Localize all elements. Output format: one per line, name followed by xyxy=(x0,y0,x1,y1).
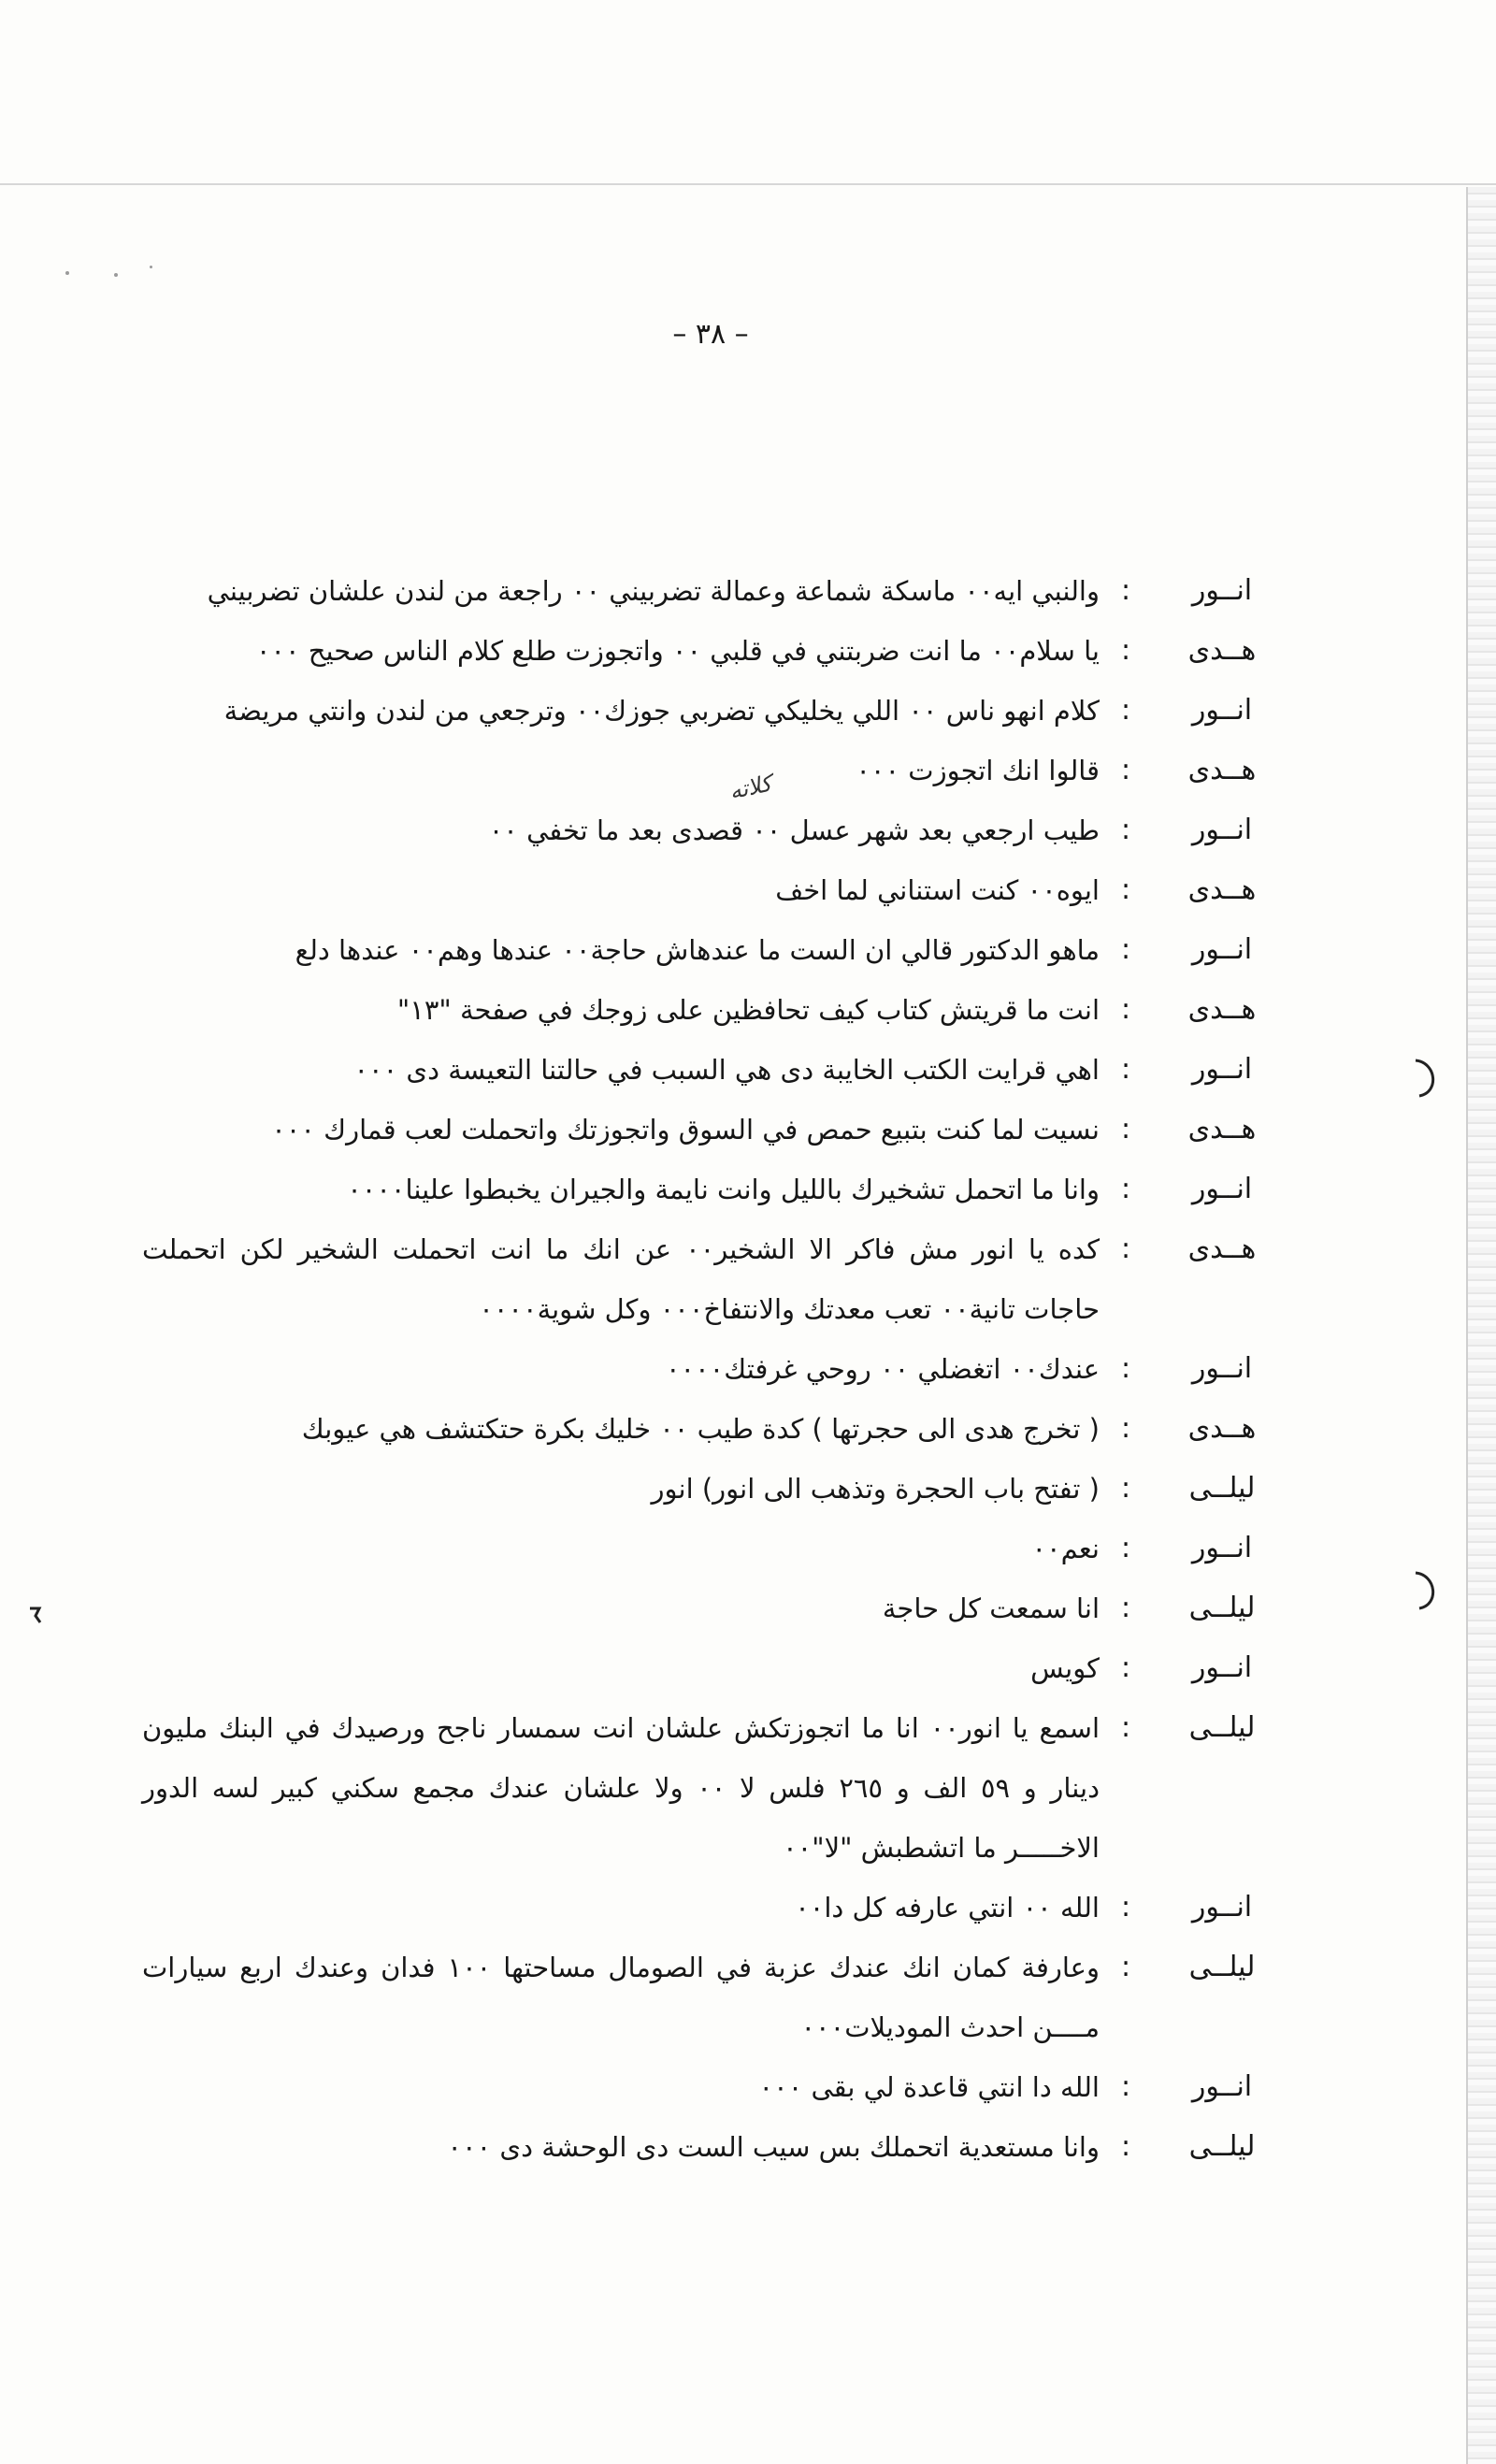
dialogue-row xyxy=(133,1638,1292,1698)
speaker-colon: : xyxy=(1120,993,1131,1026)
play-script xyxy=(133,561,1292,2177)
speaker-colon: : xyxy=(1120,2130,1131,2163)
margin-bracket-mark xyxy=(1410,1057,1444,1100)
speaker-name: ليلــى xyxy=(1188,1951,1256,1983)
speaker-colon: : xyxy=(1120,1352,1131,1385)
speaker-colon: : xyxy=(1120,933,1131,966)
dialogue-row xyxy=(133,1040,1292,1100)
dialogue-row xyxy=(133,1399,1292,1459)
speaker-colon: : xyxy=(1120,1891,1131,1924)
dialogue-text: نسيت لما كنت بتبيع حمص في السوق واتجوزتك واتحملت لعب قمارك ٠٠٠ xyxy=(271,1114,1100,1146)
speaker-colon: : xyxy=(1120,1651,1131,1684)
speaker-name: انــور xyxy=(1191,694,1253,727)
dialogue-text: قالوا انك اتجوزت ٠٠٠ xyxy=(856,755,1100,786)
dialogue-text: عندك٠٠ اتغضلي ٠٠ روحي غرفتك٠٠٠٠ xyxy=(665,1353,1100,1385)
speaker-colon: : xyxy=(1120,754,1131,786)
dialogue-row xyxy=(133,1878,1292,1938)
dialogue-text: الله ٠٠ انتي عارفه كل دا٠٠ xyxy=(795,1892,1100,1924)
speaker-name: ليلــى xyxy=(1188,2130,1256,2163)
dialogue-text: وعارفة كمان انك عندك عزبة في الصومال مساحتها ١٠٠ فدان وعندك اربع سيارات مــــن احدث الموديلات٠٠٠ xyxy=(142,1952,1100,2043)
margin-bracket-mark xyxy=(1410,1569,1444,1612)
speaker-name: هــدى xyxy=(1187,1232,1257,1265)
speaker-name: انــور xyxy=(1191,1651,1253,1684)
speaker-colon: : xyxy=(1120,634,1131,667)
speaker-name: هــدى xyxy=(1187,993,1257,1026)
speaker-colon: : xyxy=(1120,2070,1131,2103)
dialogue-text: الله دا انتي قاعدة لي بقى ٠٠٠ xyxy=(758,2071,1100,2103)
dialogue-row xyxy=(133,1519,1292,1578)
speaker-colon: : xyxy=(1120,574,1131,607)
speaker-name: انــور xyxy=(1191,1352,1253,1385)
dialogue-text: يا سلام٠٠ ما انت ضربتني في قلبي ٠٠ واتجوزت طلع كلام الناس صحيح ٠٠٠ xyxy=(255,635,1100,667)
margin-tick-mark xyxy=(26,1605,45,1625)
speaker-name: انــور xyxy=(1191,814,1253,846)
speaker-name: هــدى xyxy=(1187,754,1257,786)
handwritten-annotation: كلاته xyxy=(726,770,774,805)
scan-right-edge-line xyxy=(1466,187,1468,2464)
speaker-name: هــدى xyxy=(1187,873,1257,906)
dialogue-row xyxy=(133,2057,1292,2117)
scan-speck xyxy=(150,266,152,268)
dialogue-row xyxy=(133,1100,1292,1160)
dialogue-row xyxy=(133,860,1292,920)
dialogue-text: ماهو الدكتور قالي ان الست ما عندهاش حاجة٠٠ عندها وهم٠٠ عندها دلع xyxy=(295,934,1100,966)
speaker-name: انــور xyxy=(1191,1053,1253,1086)
speaker-colon: : xyxy=(1120,1592,1131,1624)
dialogue-text: اهي قرايت الكتب الخايبة دى هي السبب في حالتنا التعيسة دى ٠٠٠ xyxy=(353,1054,1100,1086)
scan-speck xyxy=(65,271,69,275)
speaker-colon: : xyxy=(1120,1173,1131,1205)
dialogue-row xyxy=(133,1160,1292,1219)
speaker-name: ليلــى xyxy=(1188,1592,1256,1624)
speaker-colon: : xyxy=(1120,694,1131,727)
dialogue-row xyxy=(133,1459,1292,1519)
speaker-colon: : xyxy=(1120,1113,1131,1146)
page-number: – ٣٨ – xyxy=(672,318,749,351)
speaker-name: انــور xyxy=(1191,2070,1253,2103)
speaker-colon: : xyxy=(1120,1711,1131,1744)
dialogue-row xyxy=(133,741,1292,800)
dialogue-row xyxy=(133,561,1292,621)
speaker-colon: : xyxy=(1120,1232,1131,1265)
dialogue-text: ( تخرج هدى الى حجرتها ) كدة طيب ٠٠ خليك بكرة حتكتشف هي عيوبك xyxy=(301,1413,1100,1445)
speaker-colon: : xyxy=(1120,1951,1131,1983)
dialogue-text: كده يا انور مش فاكر الا الشخير٠٠ عن انك ما انت اتحملت الشخير لكن اتحملت حاجات تانية٠٠ تعب معدتك والانتفاخ٠٠٠ وكل شوية٠٠٠٠ xyxy=(142,1233,1100,1325)
speaker-name: انــور xyxy=(1191,1532,1253,1564)
dialogue-row xyxy=(133,1938,1292,2057)
dialogue-row xyxy=(133,621,1292,681)
speaker-colon: : xyxy=(1120,873,1131,906)
speaker-name: انــور xyxy=(1191,933,1253,966)
dialogue-text: انا سمعت كل حاجة xyxy=(882,1592,1100,1624)
speaker-colon: : xyxy=(1120,1053,1131,1086)
speaker-name: هــدى xyxy=(1187,1113,1257,1146)
dialogue-text: ايوه٠٠ كنت استناني لما اخف xyxy=(775,874,1100,906)
scan-right-edge xyxy=(1466,187,1496,2464)
speaker-name: ليلــى xyxy=(1188,1472,1256,1505)
dialogue-text: انت ما قريتش كتاب كيف تحافظين على زوجك في صفحة "١٣" xyxy=(396,994,1100,1026)
dialogue-text: والنبي ايه٠٠ ماسكة شماعة وعمالة تضربيني ٠٠ راجعة من لندن علشان تضربيني xyxy=(207,575,1100,607)
dialogue-row xyxy=(133,2117,1292,2177)
dialogue-text: وانا مستعدية اتحملك بس سيب الست دى الوحشة دى ٠٠٠ xyxy=(447,2131,1100,2163)
speaker-name: ليلــى xyxy=(1188,1711,1256,1744)
dialogue-text: وانا ما اتحمل تشخيرك بالليل وانت نايمة والجيران يخبطوا علينا٠٠٠٠ xyxy=(347,1174,1100,1205)
dialogue-row xyxy=(133,1219,1292,1339)
dialogue-text: كويس xyxy=(1030,1652,1100,1684)
speaker-colon: : xyxy=(1120,1532,1131,1564)
dialogue-text: طيب ارجعي بعد شهر عسل ٠٠ قصدى بعد ما تخفي ٠٠ xyxy=(488,814,1100,846)
speaker-colon: : xyxy=(1120,1472,1131,1505)
speaker-name: هــدى xyxy=(1187,634,1257,667)
dialogue-text: نعم٠٠ xyxy=(1031,1533,1100,1564)
dialogue-row xyxy=(133,920,1292,980)
dialogue-row xyxy=(133,1698,1292,1878)
speaker-colon: : xyxy=(1120,1412,1131,1445)
scan-speck xyxy=(114,273,118,277)
dialogue-text: اسمع يا انور٠٠ انا ما اتجوزتكش علشان انت سمسار ناجح ورصيدك في البنك مليون دينار و ٥٩ الف و ٢٦٥ فلس لا ٠٠ ولا علشان عندك مجمع سكني كبير لسه الدور الاخـــــر ما اتشطبش "لا"٠٠ xyxy=(142,1712,1100,1864)
dialogue-row xyxy=(133,980,1292,1040)
speaker-name: انــور xyxy=(1191,574,1253,607)
dialogue-text: ( تفتح باب الحجرة وتذهب الى انور) انور xyxy=(651,1473,1100,1505)
scan-top-edge xyxy=(0,183,1496,185)
dialogue-row xyxy=(133,800,1292,860)
speaker-colon: : xyxy=(1120,814,1131,846)
speaker-name: انــور xyxy=(1191,1173,1253,1205)
dialogue-row xyxy=(133,1578,1292,1638)
dialogue-row xyxy=(133,681,1292,741)
speaker-name: انــور xyxy=(1191,1891,1253,1924)
dialogue-text: كلام انهو ناس ٠٠ اللي يخليكي تضربي جوزك٠٠ وترجعي من لندن وانتي مريضة xyxy=(223,695,1100,727)
dialogue-row xyxy=(133,1339,1292,1399)
speaker-name: هــدى xyxy=(1187,1412,1257,1445)
